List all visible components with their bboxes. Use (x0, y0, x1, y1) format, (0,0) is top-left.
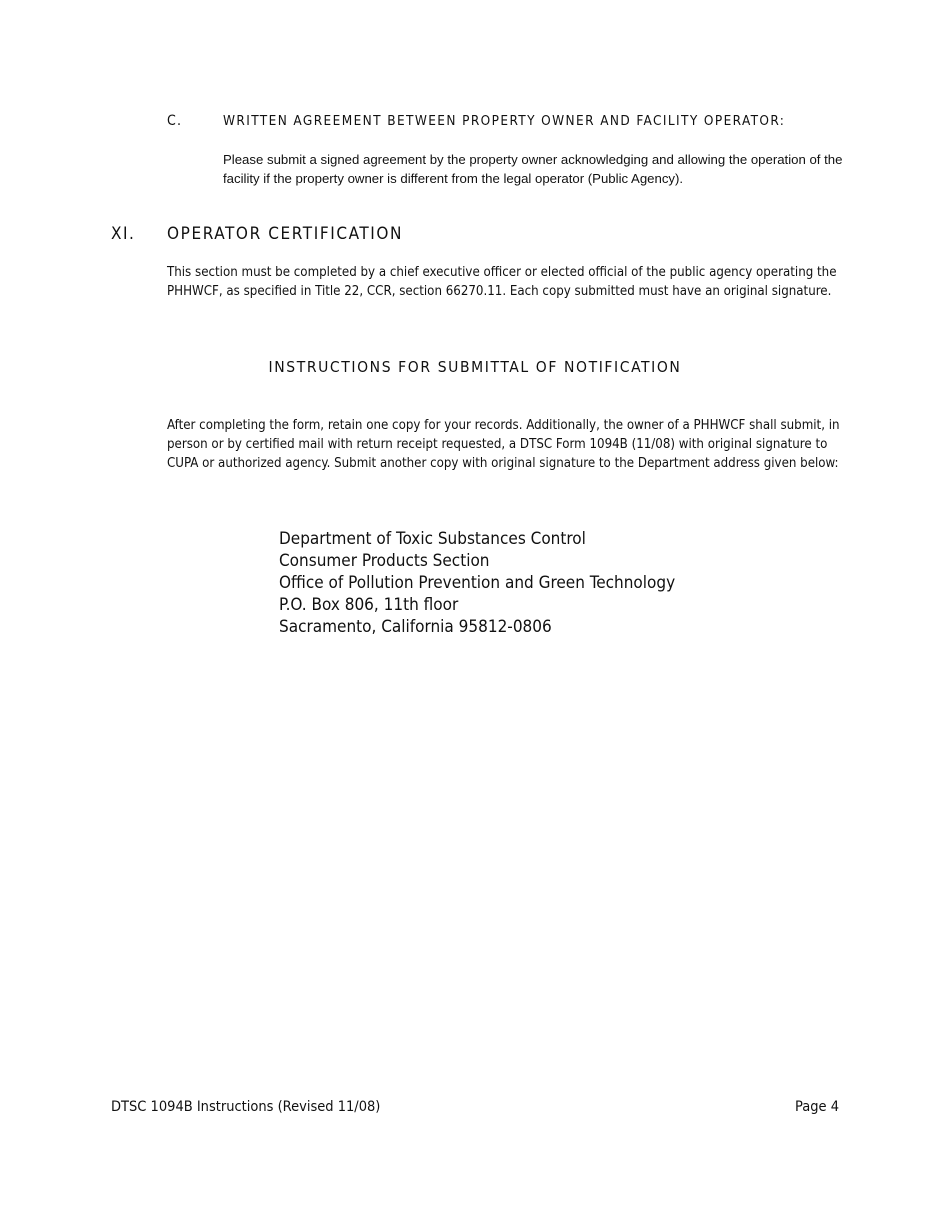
item-c-letter: C. (167, 113, 183, 129)
section-xi-body: This section must be completed by a chief executive officer or elected official of the public agency operating the PHHWCF, as specified in Title 22, CCR, section 66270.11. Each copy submitted must have an original signature. (167, 265, 837, 299)
department-address (279, 528, 675, 638)
item-c-heading: WRITTEN AGREEMENT BETWEEN PROPERTY OWNER AND FACILITY OPERATOR: (223, 113, 786, 129)
address-line-department: Department of Toxic Substances Control (279, 529, 586, 549)
address-line-office: Office of Pollution Prevention and Green Technology (279, 573, 676, 593)
footer-form-id: DTSC 1094B Instructions (Revised 11/08) (111, 1099, 381, 1115)
address-line-po-box: P.O. Box 806, 11th floor (279, 595, 459, 615)
item-c-body: Please submit a signed agreement by the property owner acknowledging and allowing the operation of the facility if the property owner is different from the legal operator (Public Agency). (223, 152, 843, 186)
instructions-heading: INSTRUCTIONS FOR SUBMITTAL OF NOTIFICATION (268, 358, 682, 376)
instructions-body: After completing the form, retain one copy for your records. Additionally, the owner of a PHHWCF shall submit, in person or by certified mail with return receipt requested, a DTSC Form 1094B (11/08) with original signature to CUPA or authorized agency. Submit another copy with original signature to the Department address given below: (167, 418, 840, 471)
section-xi-number: XI. (111, 224, 136, 244)
section-xi-heading: OPERATOR CERTIFICATION (167, 224, 404, 244)
address-line-city: Sacramento, California 95812-0806 (279, 617, 552, 637)
address-line-section: Consumer Products Section (279, 551, 490, 571)
footer-page-number: Page 4 (795, 1099, 839, 1115)
